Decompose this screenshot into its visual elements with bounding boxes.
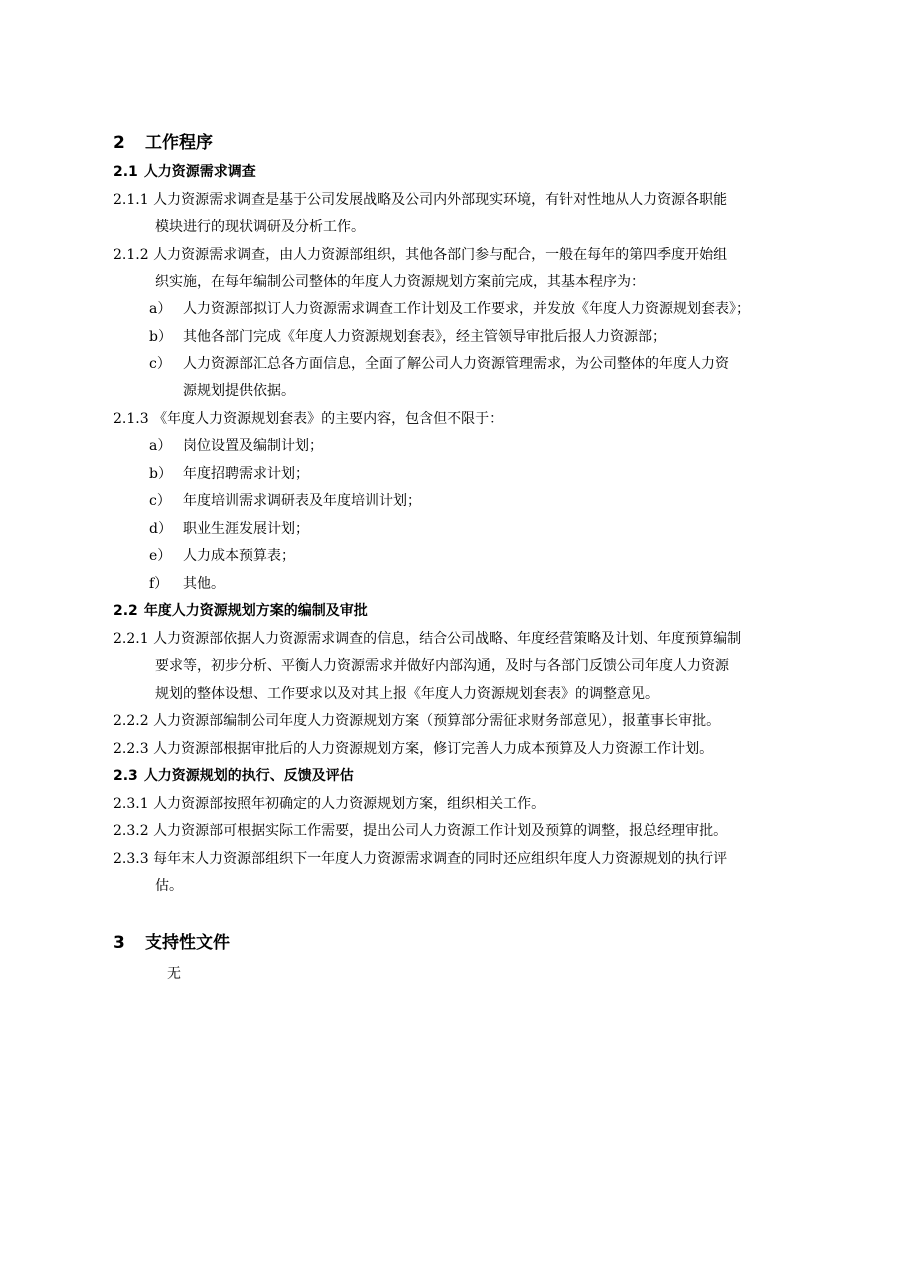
list-item-text: 年度培训需求调研表及年度培训计划； bbox=[183, 493, 421, 509]
list-item bbox=[149, 491, 421, 511]
paragraph-2-2-2: 2.2.2 人力资源部编制公司年度人力资源规划方案（预算部分需征求财务部意见），报董事长审批。 bbox=[113, 713, 721, 729]
subsection-heading-2-2 bbox=[113, 601, 368, 621]
paragraph-2-2-3: 2.2.3 人力资源部根据审批后的人力资源规划方案，修订完善人力成本预算及人力资源工作计划。 bbox=[113, 741, 714, 757]
list-item bbox=[149, 519, 309, 539]
paragraph-2-1-2-line-1: 2.1.2 人力资源需求调查，由人力资源部组织，其他各部门参与配合，一般在每年的第四季度开始组 bbox=[113, 247, 728, 263]
subsection-number: 2.2 bbox=[113, 603, 138, 619]
section-title: 工作程序 bbox=[145, 133, 213, 153]
subsection-heading-2-3 bbox=[113, 766, 354, 786]
list-item bbox=[149, 574, 225, 594]
list-item bbox=[149, 546, 295, 566]
list-marker: b） bbox=[149, 329, 172, 345]
list-item-text: 人力资源部汇总各方面信息，全面了解公司人力资源管理需求，为公司整体的年度人力资 bbox=[183, 356, 729, 372]
list-marker: e） bbox=[149, 548, 172, 564]
list-marker: a） bbox=[149, 438, 172, 454]
list-item-text: 年度招聘需求计划； bbox=[183, 466, 309, 482]
list-item-text: 其他各部门完成《年度人力资源规划套表》，经主管领导审批后报人力资源部； bbox=[183, 329, 666, 345]
paragraph-2-2-1-line-2: 要求等，初步分析、平衡人力资源需求并做好内部沟通，及时与各部门反馈公司年度人力资源 bbox=[155, 658, 729, 674]
section-number: 3 bbox=[113, 933, 125, 953]
list-marker: a） bbox=[149, 301, 172, 317]
list-item-text: 其他。 bbox=[183, 576, 225, 592]
paragraph-2-3-3-line-2: 估。 bbox=[155, 878, 183, 894]
list-marker: d） bbox=[149, 521, 172, 537]
list-item bbox=[149, 327, 666, 347]
paragraph-2-1-2-line-2: 织实施，在每年编制公司整体的年度人力资源规划方案前完成，其基本程序为： bbox=[155, 274, 645, 290]
paragraph-2-2-1-line-3: 规划的整体设想、工作要求以及对其上报《年度人力资源规划套表》的调整意见。 bbox=[155, 686, 659, 702]
list-item bbox=[149, 436, 323, 456]
subsection-title: 人力资源需求调查 bbox=[143, 164, 256, 180]
list-item bbox=[149, 354, 729, 374]
subsection-heading-2-1 bbox=[113, 162, 256, 182]
subsection-number: 2.3 bbox=[113, 768, 138, 784]
section-heading-3 bbox=[113, 932, 230, 954]
list-item-text: 人力资源部拟订人力资源需求调查工作计划及工作要求，并发放《年度人力资源规划套表》； bbox=[183, 301, 750, 317]
list-item bbox=[149, 464, 309, 484]
section-heading-2 bbox=[113, 132, 213, 154]
list-marker: c） bbox=[149, 493, 171, 509]
paragraph-2-1-3-line-1: 2.1.3 《年度人力资源规划套表》的主要内容，包含但不限于： bbox=[113, 411, 504, 427]
subsection-title: 年度人力资源规划方案的编制及审批 bbox=[143, 603, 368, 619]
section-3-body: 无 bbox=[167, 966, 181, 982]
list-item-text: 职业生涯发展计划； bbox=[183, 521, 309, 537]
list-item-text: 人力成本预算表； bbox=[183, 548, 295, 564]
subsection-title: 人力资源规划的执行、反馈及评估 bbox=[143, 768, 354, 784]
paragraph-2-3-3-line-1: 2.3.3 每年末人力资源部组织下一年度人力资源需求调查的同时还应组织年度人力资源规划的执行评 bbox=[113, 851, 728, 867]
list-item bbox=[149, 299, 750, 319]
subsection-number: 2.1 bbox=[113, 164, 138, 180]
paragraph-2-1-1-line-2: 模块进行的现状调研及分析工作。 bbox=[155, 219, 365, 235]
paragraph-2-1-1-line-1: 2.1.1 人力资源需求调查是基于公司发展战略及公司内外部现实环境，有针对性地从人力资源各职能 bbox=[113, 192, 728, 208]
section-title: 支持性文件 bbox=[145, 933, 230, 953]
list-marker: b） bbox=[149, 466, 172, 482]
paragraph-2-3-1: 2.3.1 人力资源部按照年初确定的人力资源规划方案，组织相关工作。 bbox=[113, 796, 546, 812]
paragraph-2-3-2: 2.3.2 人力资源部可根据实际工作需要，提出公司人力资源工作计划及预算的调整，报总经理审批。 bbox=[113, 823, 728, 839]
paragraph-2-2-1-line-1: 2.2.1 人力资源部依据人力资源需求调查的信息，结合公司战略、年度经营策略及计划、年度预算编制 bbox=[113, 631, 742, 647]
list-marker: f） bbox=[149, 576, 169, 592]
section-number: 2 bbox=[113, 133, 125, 153]
list-item-text: 岗位设置及编制计划； bbox=[183, 438, 323, 454]
list-item-continuation: 源规划提供依据。 bbox=[183, 383, 295, 399]
list-marker: c） bbox=[149, 356, 171, 372]
